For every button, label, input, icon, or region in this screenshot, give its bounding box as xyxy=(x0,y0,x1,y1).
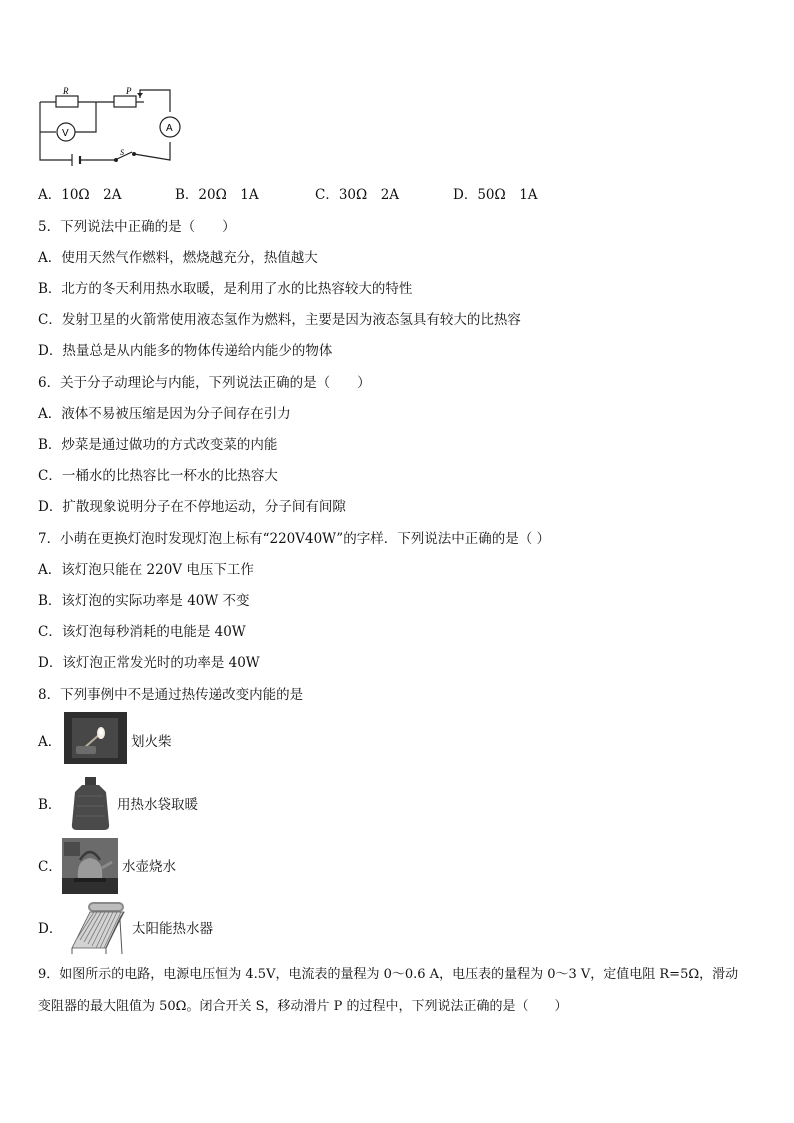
q8-stem: 8．下列事例中不是通过热传递改变内能的是 xyxy=(38,687,304,703)
kettle-image xyxy=(62,838,118,894)
q6-option-d: D．扩散现象说明分子在不停地运动，分子间有间隙 xyxy=(38,499,346,515)
q8-option-c-label: C． xyxy=(38,859,62,875)
ammeter-label: A xyxy=(166,123,173,134)
q8-option-c-text: 水壶烧水 xyxy=(122,859,176,875)
q6-option-b: B．炒菜是通过做功的方式改变菜的内能 xyxy=(38,437,278,453)
q9-stem-line-1: 9．如图所示的电路，电源电压恒为 4.5V，电流表的量程为 0～0.6 A，电压表的量程为 0～3 V，定值电阻 R=5Ω，滑动 xyxy=(38,967,739,982)
q4-options xyxy=(38,186,538,204)
q6-stem: 6．关于分子动理论与内能，下列说法正确的是（ ） xyxy=(38,375,371,391)
q8-option-b-label: B． xyxy=(38,797,62,813)
q8-option-a-text: 划火柴 xyxy=(131,734,172,750)
q5-option-a: A．使用天然气作燃料，燃烧越充分，热值越大 xyxy=(38,250,318,266)
q7-option-b: B．该灯泡的实际功率是 40W 不变 xyxy=(38,593,250,609)
q4-option-b: B．20Ω 1A xyxy=(175,187,259,203)
solar-water-heater-image xyxy=(66,900,128,956)
q8-option-b-text: 用热水袋取暖 xyxy=(117,797,198,813)
q4-option-c: C．30Ω 2A xyxy=(315,187,400,203)
hot-water-bag-image xyxy=(68,776,113,832)
match-image xyxy=(64,712,127,764)
q5-option-b: B．北方的冬天利用热水取暖，是利用了水的比热容较大的特性 xyxy=(38,281,413,297)
q6-option-c: C．一桶水的比热容比一杯水的比热容大 xyxy=(38,468,278,484)
circuit-diagram xyxy=(36,84,182,174)
q5-option-c: C．发射卫星的火箭常使用液态氢作为燃料，主要是因为液态氢具有较大的比热容 xyxy=(38,312,521,328)
resistor-label: R xyxy=(63,86,69,96)
q7-option-a: A．该灯泡只能在 220V 电压下工作 xyxy=(38,562,254,578)
voltmeter-label: V xyxy=(62,128,69,139)
q8-option-d-label: D． xyxy=(38,921,63,937)
q7-option-d: D．该灯泡正常发光时的功率是 40W xyxy=(38,655,260,671)
q5-stem: 5．下列说法中正确的是（ ） xyxy=(38,219,236,235)
q8-option-a-label: A． xyxy=(38,734,62,750)
q4-option-d: D．50Ω 1A xyxy=(453,187,538,203)
q9-stem-line-2: 变阻器的最大阻值为 50Ω。闭合开关 S，移动滑片 P 的过程中，下列说法正确的是（ ） xyxy=(38,999,568,1014)
q4-option-a: A．10Ω 2A xyxy=(38,187,122,203)
q5-option-d: D．热量总是从内能多的物体传递给内能少的物体 xyxy=(38,343,333,359)
q8-option-d-text: 太阳能热水器 xyxy=(132,921,213,937)
q7-stem: 7．小萌在更换灯泡时发现灯泡上标有“220V40W”的字样．下列说法中正确的是（ ） xyxy=(38,531,551,547)
q7-option-c: C．该灯泡每秒消耗的电能是 40W xyxy=(38,624,246,640)
slider-label: P xyxy=(126,86,132,96)
q6-option-a: A．液体不易被压缩是因为分子间存在引力 xyxy=(38,406,291,422)
switch-label: S xyxy=(120,148,124,157)
